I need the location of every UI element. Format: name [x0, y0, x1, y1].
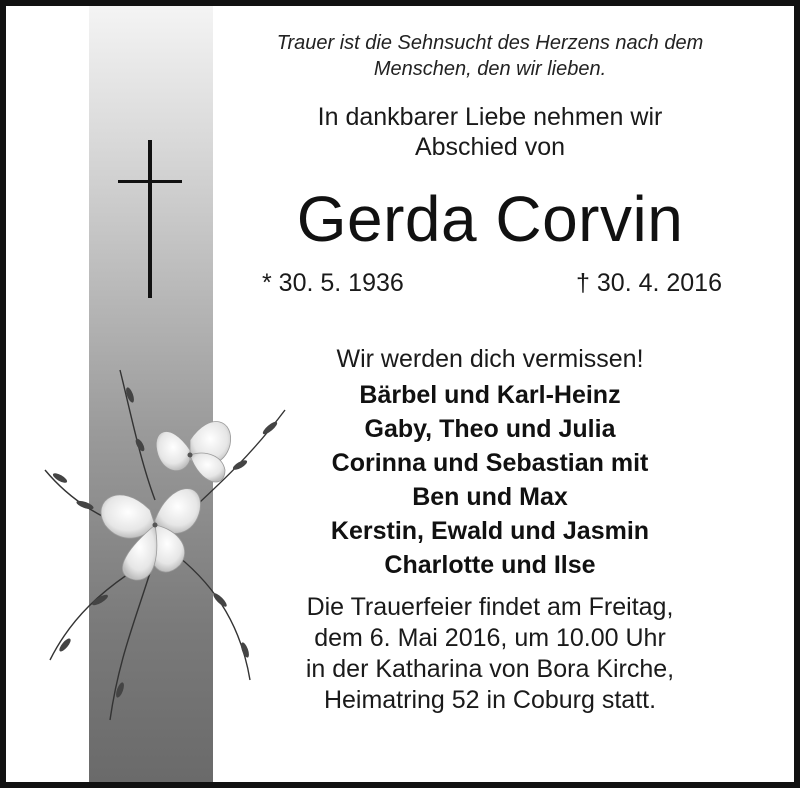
mourner-line: Gaby, Theo und Julia [364, 415, 616, 443]
mourner-line: Ben und Max [412, 483, 568, 511]
service-details: Die Trauerfeier findet am Freitag, dem 6. Mai 2016, um 10.00 Uhr in der Katharina von Bora Kirche, Heimatring 52 in Coburg statt. [305, 593, 675, 714]
death-date: † 30. 4. 2016 [576, 269, 722, 297]
birth-date: * 30. 5. 1936 [262, 269, 404, 297]
mourner-line: Bärbel und Karl-Heinz [359, 381, 621, 409]
mourner-line: Corinna und Sebastian mit [331, 449, 649, 477]
cross-icon [118, 140, 182, 298]
notice-content [230, 30, 750, 716]
life-dates [230, 268, 750, 298]
deceased-name: Gerda Corvin [296, 183, 684, 255]
farewell-text: Wir werden dich vermissen! [336, 345, 644, 373]
intro-text: In dankbarer Liebe nehmen wir Abschied von [317, 103, 663, 161]
mourner-line: Charlotte und Ilse [384, 551, 596, 579]
mourner-line: Kerstin, Ewald und Jasmin [330, 517, 650, 545]
motto-text: Trauer ist die Sehnsucht des Herzens nach dem Menschen, den wir lieben. [276, 32, 704, 80]
mourners-list [230, 378, 750, 582]
